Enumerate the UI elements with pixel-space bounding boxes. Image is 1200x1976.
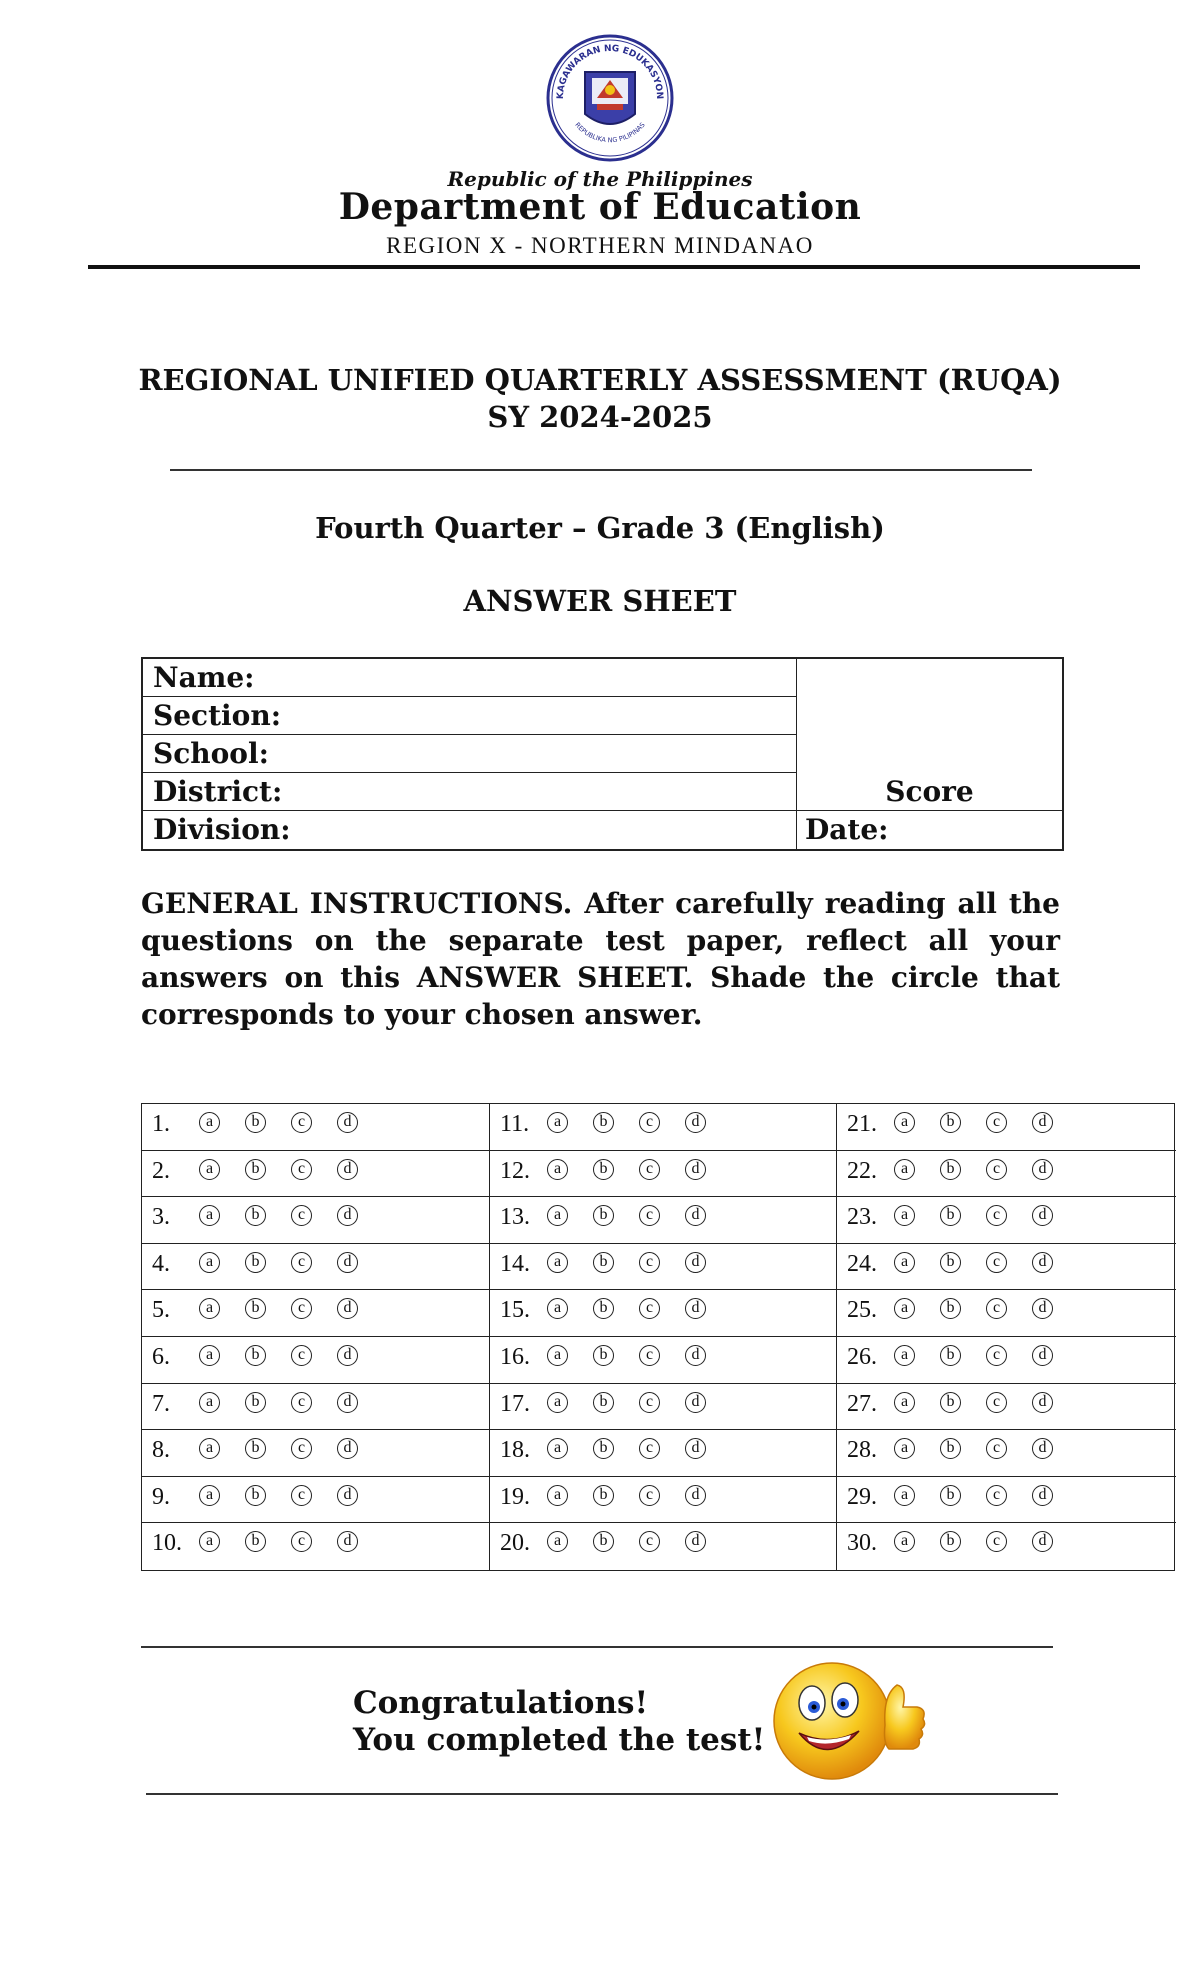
answer-row [837, 1290, 1176, 1337]
school-year: SY 2024-2025 [487, 400, 713, 434]
answer-bubble-b[interactable]: b [593, 1252, 614, 1273]
answer-bubble-c[interactable]: c [291, 1485, 312, 1506]
footer-divider-top [141, 1646, 1053, 1648]
answer-bubble-b[interactable]: b [245, 1531, 266, 1552]
question-number: 7. [152, 1390, 170, 1417]
question-number: 10. [152, 1530, 182, 1557]
answer-bubble-a[interactable]: a [199, 1252, 220, 1273]
svg-text:KAGAWARAN NG EDUKASYON: KAGAWARAN NG EDUKASYON [555, 43, 665, 100]
answer-bubble-d[interactable]: d [685, 1392, 706, 1413]
answer-sheet-heading: ANSWER SHEET [463, 584, 737, 618]
question-number: 17. [500, 1390, 530, 1417]
answer-bubble-c[interactable]: c [986, 1112, 1007, 1133]
question-number: 21. [847, 1111, 877, 1137]
answer-row [490, 1430, 836, 1477]
answer-bubble-c[interactable]: c [291, 1252, 312, 1273]
question-number: 20. [500, 1530, 530, 1557]
answer-bubble-a[interactable]: a [199, 1438, 220, 1459]
answer-row [490, 1244, 836, 1291]
answer-row [490, 1151, 836, 1198]
answer-row [837, 1197, 1176, 1244]
answer-bubble-d[interactable]: d [685, 1205, 706, 1226]
answer-row [142, 1151, 489, 1198]
answer-row [490, 1197, 836, 1244]
answer-bubble-d[interactable]: d [1032, 1159, 1053, 1180]
answer-bubble-b[interactable]: b [940, 1438, 961, 1459]
answer-row [142, 1197, 489, 1244]
answer-bubble-b[interactable]: b [940, 1531, 961, 1552]
answer-bubble-c[interactable]: c [639, 1392, 660, 1413]
assessment-title: REGIONAL UNIFIED QUARTERLY ASSESSMENT (RUQA) [138, 363, 1062, 397]
question-number: 25. [847, 1297, 877, 1324]
answer-row [837, 1384, 1176, 1431]
question-number: 2. [152, 1157, 170, 1184]
answer-bubble-a[interactable]: a [547, 1298, 568, 1319]
thumbs-up-smiley-icon [757, 1655, 935, 1783]
answer-bubble-c[interactable]: c [986, 1298, 1007, 1319]
answer-bubble-b[interactable]: b [245, 1485, 266, 1506]
section-field[interactable]: Section: [143, 697, 796, 735]
answer-bubble-d[interactable]: d [337, 1531, 358, 1552]
answer-bubble-a[interactable]: a [547, 1531, 568, 1552]
answer-bubble-c[interactable]: c [291, 1345, 312, 1366]
answer-column [142, 1104, 489, 1570]
question-number: 28. [847, 1437, 877, 1464]
answer-bubble-a[interactable]: a [199, 1392, 220, 1413]
answer-bubble-a[interactable]: a [199, 1345, 220, 1366]
question-number: 16. [500, 1344, 530, 1370]
answer-bubble-a[interactable]: a [547, 1205, 568, 1226]
title-divider [170, 469, 1032, 471]
answer-bubble-c[interactable]: c [986, 1531, 1007, 1552]
answer-bubble-a[interactable]: a [199, 1298, 220, 1319]
answer-bubble-a[interactable]: a [547, 1438, 568, 1459]
answer-bubble-a[interactable]: a [199, 1159, 220, 1180]
answer-bubble-a[interactable]: a [547, 1392, 568, 1413]
answer-bubble-a[interactable]: a [894, 1252, 915, 1273]
answer-row [142, 1477, 489, 1524]
answer-bubble-b[interactable]: b [593, 1345, 614, 1366]
answer-bubble-d[interactable]: d [685, 1252, 706, 1273]
answer-bubble-b[interactable]: b [593, 1112, 614, 1133]
answer-bubble-b[interactable]: b [245, 1345, 266, 1366]
answer-bubble-a[interactable]: a [547, 1252, 568, 1273]
answer-bubble-a[interactable]: a [894, 1159, 915, 1180]
answer-bubble-c[interactable]: c [639, 1298, 660, 1319]
answer-row [142, 1523, 489, 1570]
student-info-box [141, 657, 1064, 851]
answer-bubble-b[interactable]: b [940, 1112, 961, 1133]
answer-bubble-d[interactable]: d [337, 1485, 358, 1506]
answer-bubble-d[interactable]: d [1032, 1438, 1053, 1459]
answer-bubble-b[interactable]: b [593, 1485, 614, 1506]
question-number: 11. [500, 1111, 530, 1137]
region-heading: REGION X - NORTHERN MINDANAO [386, 233, 814, 258]
answer-bubble-b[interactable]: b [245, 1112, 266, 1133]
answer-bubble-d[interactable]: d [685, 1531, 706, 1552]
answer-bubble-d[interactable]: d [685, 1485, 706, 1506]
question-number: 12. [500, 1157, 530, 1184]
answer-row [142, 1384, 489, 1431]
question-number: 4. [152, 1250, 170, 1277]
date-field[interactable]: Date: [796, 811, 1062, 849]
republic-heading: Republic of the Philippines [447, 167, 753, 191]
score-box[interactable] [796, 659, 1062, 811]
answer-bubble-c[interactable]: c [291, 1438, 312, 1459]
answer-row [490, 1523, 836, 1570]
answer-bubble-a[interactable]: a [199, 1531, 220, 1552]
answer-row [490, 1290, 836, 1337]
answer-bubble-d[interactable]: d [1032, 1298, 1053, 1319]
question-number: 23. [847, 1204, 877, 1231]
answer-row [837, 1151, 1176, 1198]
answer-bubble-b[interactable]: b [940, 1485, 961, 1506]
answer-row [142, 1430, 489, 1477]
answer-bubble-b[interactable]: b [245, 1298, 266, 1319]
answer-bubble-b[interactable]: b [245, 1392, 266, 1413]
answer-bubble-d[interactable]: d [337, 1205, 358, 1226]
answer-bubble-c[interactable]: c [986, 1485, 1007, 1506]
congrats-line-2: You completed the test! [353, 1722, 766, 1758]
answer-bubble-b[interactable]: b [245, 1438, 266, 1459]
answer-row [837, 1244, 1176, 1291]
answer-bubble-a[interactable]: a [894, 1438, 915, 1459]
answer-bubble-a[interactable]: a [894, 1485, 915, 1506]
answer-bubble-c[interactable]: c [291, 1392, 312, 1413]
answer-bubble-d[interactable]: d [337, 1159, 358, 1180]
question-number: 1. [152, 1111, 170, 1137]
answer-bubble-b[interactable]: b [940, 1298, 961, 1319]
answer-grid [141, 1103, 1175, 1571]
question-number: 22. [847, 1157, 877, 1184]
answer-bubble-b[interactable]: b [940, 1159, 961, 1180]
question-number: 29. [847, 1483, 877, 1510]
answer-bubble-d[interactable]: d [337, 1392, 358, 1413]
question-number: 18. [500, 1437, 530, 1464]
quarter-subtitle: Fourth Quarter – Grade 3 (English) [315, 511, 885, 545]
answer-bubble-d[interactable]: d [1032, 1392, 1053, 1413]
header-divider [88, 265, 1140, 269]
answer-bubble-a[interactable]: a [547, 1345, 568, 1366]
deped-seal-logo [545, 32, 675, 164]
answer-bubble-a[interactable]: a [547, 1159, 568, 1180]
answer-bubble-c[interactable]: c [986, 1438, 1007, 1459]
answer-bubble-d[interactable]: d [685, 1298, 706, 1319]
question-number: 24. [847, 1250, 877, 1277]
answer-bubble-c[interactable]: c [639, 1205, 660, 1226]
answer-row [837, 1430, 1176, 1477]
answer-bubble-c[interactable]: c [291, 1159, 312, 1180]
answer-bubble-c[interactable]: c [639, 1438, 660, 1459]
answer-bubble-b[interactable]: b [940, 1345, 961, 1366]
answer-bubble-a[interactable]: a [199, 1485, 220, 1506]
answer-bubble-a[interactable]: a [547, 1112, 568, 1133]
answer-bubble-d[interactable]: d [1032, 1345, 1053, 1366]
answer-bubble-a[interactable]: a [894, 1392, 915, 1413]
answer-bubble-c[interactable]: c [986, 1345, 1007, 1366]
department-heading: Department of Education [338, 186, 862, 228]
svg-text:REPUBLIKA NG PILIPINAS: REPUBLIKA NG PILIPINAS [573, 120, 647, 145]
answer-bubble-c[interactable]: c [639, 1252, 660, 1273]
footer-divider-bottom [146, 1793, 1058, 1795]
question-number: 19. [500, 1483, 530, 1510]
answer-row [142, 1337, 489, 1384]
answer-bubble-b[interactable]: b [245, 1252, 266, 1273]
question-number: 14. [500, 1250, 530, 1277]
answer-bubble-c[interactable]: c [986, 1252, 1007, 1273]
answer-bubble-b[interactable]: b [245, 1205, 266, 1226]
answer-bubble-b[interactable]: b [593, 1205, 614, 1226]
score-label: Score [885, 775, 974, 808]
answer-row [490, 1104, 836, 1151]
answer-bubble-d[interactable]: d [1032, 1252, 1053, 1273]
answer-bubble-a[interactable]: a [199, 1112, 220, 1133]
answer-row [837, 1104, 1176, 1151]
question-number: 8. [152, 1437, 170, 1464]
answer-row [142, 1244, 489, 1291]
answer-bubble-a[interactable]: a [894, 1205, 915, 1226]
answer-bubble-d[interactable]: d [685, 1159, 706, 1180]
answer-bubble-b[interactable]: b [593, 1531, 614, 1552]
answer-bubble-b[interactable]: b [940, 1252, 961, 1273]
division-field[interactable]: Division: [153, 813, 291, 846]
answer-column [489, 1104, 836, 1570]
answer-bubble-d[interactable]: d [337, 1438, 358, 1459]
question-number: 9. [152, 1483, 170, 1510]
answer-bubble-c[interactable]: c [639, 1531, 660, 1552]
answer-bubble-b[interactable]: b [940, 1392, 961, 1413]
answer-row [837, 1523, 1176, 1570]
question-number: 15. [500, 1297, 530, 1324]
answer-bubble-c[interactable]: c [986, 1205, 1007, 1226]
answer-bubble-d[interactable]: d [337, 1252, 358, 1273]
answer-bubble-c[interactable]: c [639, 1345, 660, 1366]
answer-bubble-b[interactable]: b [940, 1205, 961, 1226]
school-field[interactable]: School: [143, 735, 796, 773]
question-number: 30. [847, 1530, 877, 1557]
answer-bubble-d[interactable]: d [1032, 1205, 1053, 1226]
answer-row [837, 1477, 1176, 1524]
general-instructions: GENERAL INSTRUCTIONS. After carefully reading all the questions on the separate test paper, reflect all your answers on this ANSWER SHEET. Shade the circle that corresponds to your chosen answer. [141, 887, 1060, 1031]
answer-column [836, 1104, 1176, 1570]
answer-row [142, 1290, 489, 1337]
answer-bubble-a[interactable]: a [894, 1112, 915, 1133]
answer-bubble-d[interactable]: d [1032, 1485, 1053, 1506]
answer-bubble-d[interactable]: d [685, 1438, 706, 1459]
answer-bubble-a[interactable]: a [199, 1205, 220, 1226]
answer-row [837, 1337, 1176, 1384]
answer-bubble-b[interactable]: b [593, 1159, 614, 1180]
answer-bubble-c[interactable]: c [639, 1159, 660, 1180]
district-field[interactable]: District: [143, 773, 796, 811]
answer-row [490, 1337, 836, 1384]
question-number: 5. [152, 1297, 170, 1324]
answer-bubble-d[interactable]: d [337, 1345, 358, 1366]
answer-bubble-d[interactable]: d [685, 1345, 706, 1366]
answer-bubble-b[interactable]: b [593, 1438, 614, 1459]
answer-bubble-c[interactable]: c [291, 1205, 312, 1226]
answer-row [142, 1104, 489, 1151]
answer-row [490, 1384, 836, 1431]
question-number: 3. [152, 1204, 170, 1231]
name-field[interactable]: Name: [143, 659, 796, 697]
answer-bubble-c[interactable]: c [639, 1112, 660, 1133]
answer-bubble-d[interactable]: d [1032, 1531, 1053, 1552]
answer-bubble-a[interactable]: a [894, 1298, 915, 1319]
question-number: 27. [847, 1390, 877, 1417]
answer-bubble-c[interactable]: c [986, 1159, 1007, 1180]
question-number: 6. [152, 1344, 170, 1370]
answer-row [490, 1477, 836, 1524]
answer-bubble-a[interactable]: a [894, 1531, 915, 1552]
answer-bubble-c[interactable]: c [291, 1531, 312, 1552]
answer-bubble-d[interactable]: d [337, 1298, 358, 1319]
answer-bubble-d[interactable]: d [337, 1112, 358, 1133]
answer-bubble-d[interactable]: d [685, 1112, 706, 1133]
answer-bubble-c[interactable]: c [639, 1485, 660, 1506]
answer-bubble-a[interactable]: a [894, 1345, 915, 1366]
answer-bubble-c[interactable]: c [291, 1112, 312, 1133]
answer-bubble-c[interactable]: c [291, 1298, 312, 1319]
congrats-line-1: Congratulations! [353, 1685, 649, 1721]
answer-bubble-b[interactable]: b [593, 1392, 614, 1413]
answer-bubble-d[interactable]: d [1032, 1112, 1053, 1133]
answer-bubble-b[interactable]: b [245, 1159, 266, 1180]
answer-bubble-b[interactable]: b [593, 1298, 614, 1319]
question-number: 26. [847, 1344, 877, 1370]
answer-bubble-c[interactable]: c [986, 1392, 1007, 1413]
answer-bubble-a[interactable]: a [547, 1485, 568, 1506]
question-number: 13. [500, 1204, 530, 1231]
